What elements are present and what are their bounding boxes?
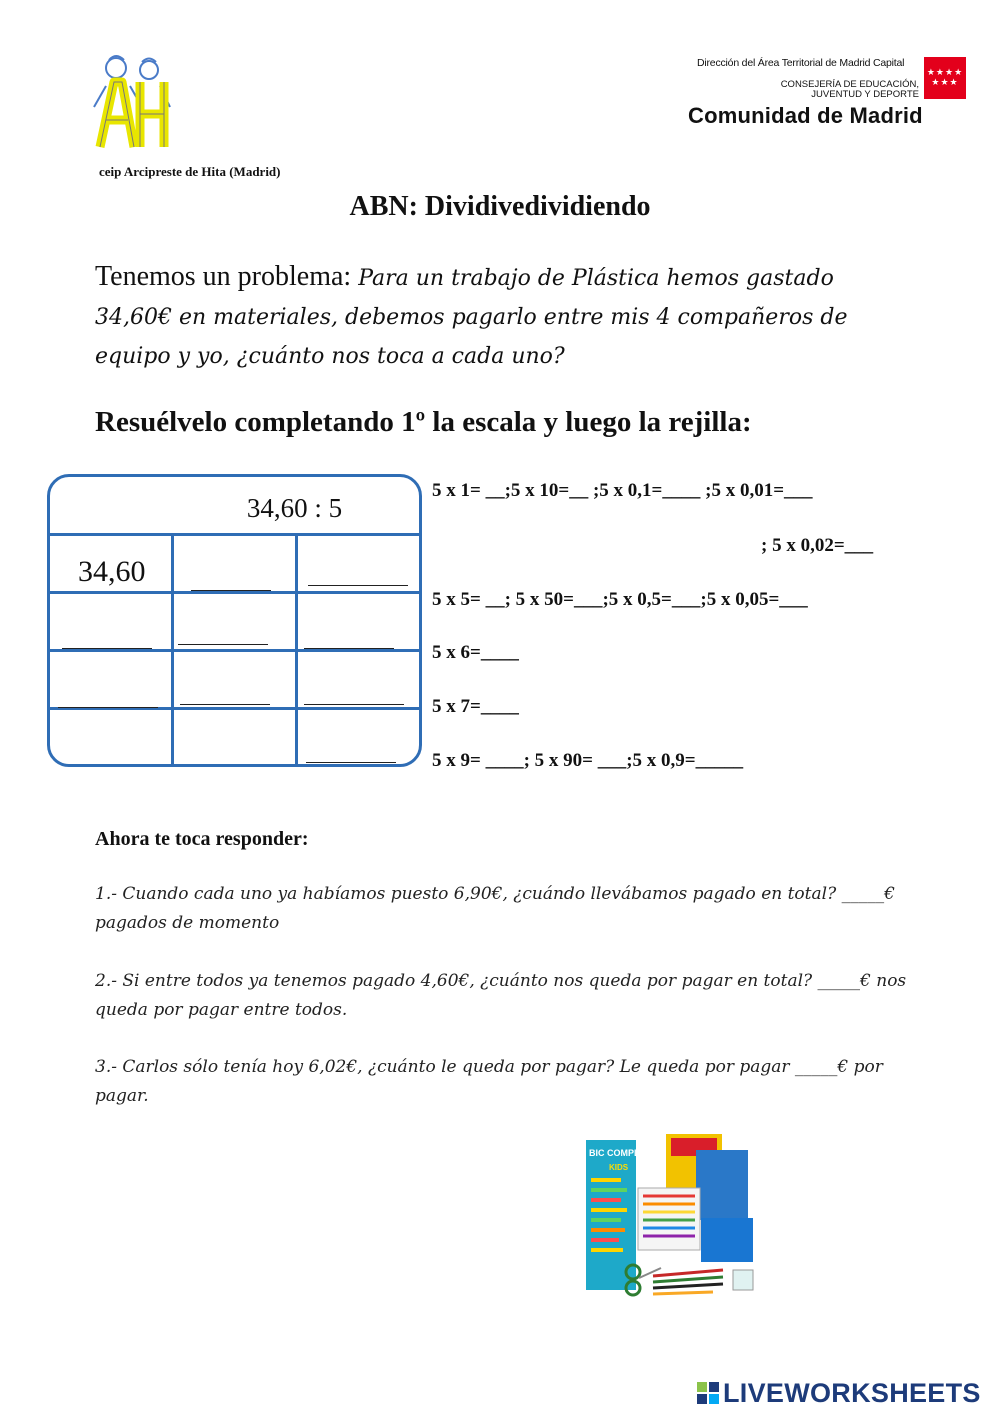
consejeria-line-1: CONSEJERÍA DE EDUCACIÓN, — [780, 79, 919, 90]
question-2: 2.- Si entre todos ya tenemos pagado 4,60€, ¿cuánto nos queda por pagar en total? _____€ nos queda por pagar entre todos. — [95, 971, 907, 1020]
liveworksheets-logo — [697, 1378, 981, 1409]
grid-dividend: 34,60 — [78, 555, 146, 588]
grid-header — [50, 493, 419, 524]
supplies-label: BIC COMPLETO — [589, 1148, 658, 1158]
problem-text: Para un trabajo de Plástica hemos gastado 34,60€ en materiales, debemos pagarlo entre mis 4 compañeros de equipo y yo, ¿cuánto nos toca a cada uno? — [95, 266, 848, 369]
school-supplies-image — [583, 1130, 758, 1300]
problem-statement — [95, 258, 915, 375]
scale-line-3: 5 x 5= __; 5 x 50=___;5 x 0,5=___;5 x 0,05=___ — [432, 589, 808, 610]
instruction-heading: Resuélvelo completando 1º la escala y luego la rejilla: — [95, 406, 752, 438]
madrid-consejeria-text — [773, 80, 919, 100]
liveworksheets-icon — [697, 1382, 719, 1404]
grid-header-text: 34,60 : 5 — [246, 493, 343, 523]
respond-heading: Ahora te toca responder: — [95, 828, 309, 850]
grid-answer-blank[interactable] — [306, 761, 396, 763]
supplies-label-kids: KIDS — [609, 1163, 629, 1172]
consejeria-line-2: JUVENTUD Y DEPORTE — [811, 89, 919, 100]
scale-line-1: 5 x 1= __;5 x 10=__ ;5 x 0,1=____ ;5 x 0,01=___ — [432, 480, 813, 501]
scale-line-5: 5 x 7=____ — [432, 696, 519, 717]
scale-line-4: 5 x 6=____ — [432, 642, 519, 663]
comunidad-de-madrid-logo: Comunidad de Madrid — [688, 103, 923, 128]
grid-line — [50, 649, 419, 652]
grid-answer-blank[interactable] — [178, 643, 268, 645]
school-logo — [92, 52, 174, 152]
question-3: 3.- Carlos sólo tenía hoy 6,02€, ¿cuánto le queda por pagar? Le queda por pagar _____€ por pagar. — [95, 1057, 883, 1106]
grid-answer-blank[interactable] — [191, 589, 271, 591]
scale-line-2: ; 5 x 0,02=___ — [761, 535, 874, 556]
grid-answer-blank[interactable] — [62, 647, 152, 649]
grid-answer-blank[interactable] — [180, 703, 270, 705]
liveworksheets-text: LIVEWORKSHEETS — [723, 1378, 981, 1408]
grid-answer-blank[interactable] — [308, 584, 408, 586]
grid-line — [295, 533, 298, 764]
school-name: ceip Arcipreste de Hita (Madrid) — [99, 164, 281, 179]
madrid-flag-icon: ★★★★ ★★★ — [924, 57, 966, 99]
division-grid — [47, 474, 422, 767]
madrid-area-text: Dirección del Área Territorial de Madrid Capital — [697, 57, 905, 69]
grid-answer-blank[interactable] — [58, 706, 158, 708]
grid-line — [50, 533, 419, 536]
grid-line — [50, 591, 419, 594]
scale-line-6: 5 x 9= ____; 5 x 90= ___;5 x 0,9=_____ — [432, 750, 744, 771]
problem-lead: Tenemos un problema: — [95, 261, 359, 292]
grid-answer-blank[interactable] — [304, 647, 394, 649]
grid-answer-blank[interactable] — [304, 703, 404, 705]
page-title: ABN: Dividivedividiendo — [349, 191, 651, 222]
grid-line — [171, 533, 174, 764]
question-1: 1.- Cuando cada uno ya habíamos puesto 6,90€, ¿cuándo llevábamos pagado en total? _____€ pagados de momento — [95, 884, 895, 933]
